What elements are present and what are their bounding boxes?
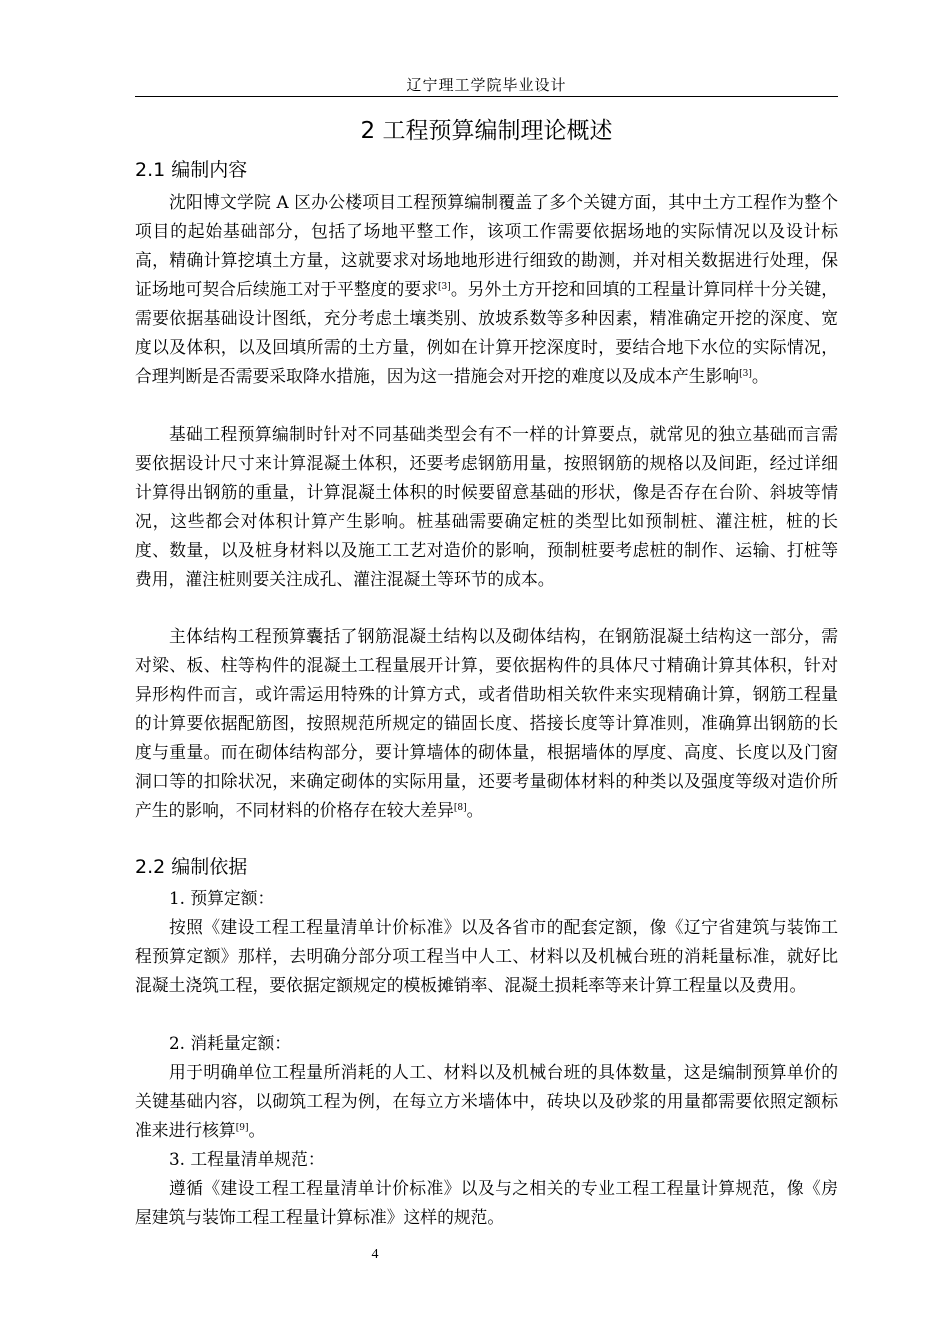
- citation-ref: [3]: [438, 282, 451, 292]
- page-number: 4: [371, 1247, 379, 1262]
- running-header: 辽宁理工学院毕业设计: [406, 76, 567, 94]
- paragraph-scope-foundation: 基础工程预算编制时针对不同基础类型会有不一样的计算要点，就常见的独立基础而言需要依据设计尺寸来计算混凝土体积，还要考虑钢筋用量，按照钢筋的规格以及间距，经过详细计算得出钢筋的重量，计算混凝土体积的时候要留意基础的形状，像是否存在台阶、斜坡等情况，这些都会对体积计算产生影响。桩基础需要确定桩的类型比如预制桩、灌注桩，桩的长度、数量，以及桩身材料以及施工工艺对造价的影响，预制桩要考虑桩的制作、运输、打桩等费用，灌注桩则要关注成孔、灌注混凝土等环节的成本。: [135, 424, 838, 589]
- list-item-bill-of-quantities: 3. 工程量清单规范：: [169, 1149, 325, 1169]
- section-heading-2-2: 2.2 编制依据: [135, 856, 248, 878]
- citation-ref: [3]: [739, 369, 752, 379]
- paragraph-scope-earthwork: 沈阳博文学院 A 区办公楼项目工程预算编制覆盖了多个关键方面，其中土方工程作为整个项目的起始基础部分，包括了场地平整工作，该项工作需要依据场地的实际情况以及设计标高，精确计算挖填土方量，这就要求对场地地形进行细致的勘测，并对相关数据进行处理，保证场地可契合后续施工对于平整度的要求[3]。另外土方开挖和回填的工程量计算同样十分关键，需要依据基础设计图纸，充分考虑土壤类别、放坡系数等多种因素，精准确定开挖的深度、宽度以及体积，以及回填所需的土方量，例如在计算开挖深度时，要结合地下水位的实际情况，合理判断是否需要采取降水措施，因为这一措施会对开挖的难度以及成本产生影响[3]。: [135, 192, 838, 386]
- paragraph-bill-of-quantities: 遵循《建设工程工程量清单计价标准》以及与之相关的专业工程工程量计算规范，像《房屋建筑与装饰工程工程量计算标准》这样的规范。: [135, 1178, 838, 1227]
- list-item-consumption-quota: 2. 消耗量定额：: [169, 1033, 292, 1053]
- header-divider: [135, 96, 838, 97]
- citation-ref: [9]: [235, 1123, 249, 1133]
- chapter-title: 2 工程预算编制理论概述: [360, 118, 613, 144]
- paragraph-scope-structure: 主体结构工程预算囊括了钢筋混凝土结构以及砌体结构，在钢筋混凝土结构这一部分，需对梁、板、柱等构件的混凝土工程量展开计算，要依据构件的具体尺寸精确计算其体积，针对异形构件而言，或许需运用特殊的计算方式，或者借助相关软件来实现精确计算，钢筋工程量的计算要依据配筋图，按照规范所规定的锚固长度、搭接长度等计算准则，准确算出钢筋的长度与重量。而在砌体结构部分，要计算墙体的砌体量，根据墙体的厚度、高度、长度以及门窗洞口等的扣除状况，来确定砌体的实际用量，还要考量砌体材料的种类以及强度等级对造价所产生的影响，不同材料的价格存在较大差异[8]。: [135, 626, 838, 820]
- paragraph-budget-quota: 按照《建设工程工程量清单计价标准》以及各省市的配套定额，像《辽宁省建筑与装饰工程预算定额》那样，去明确分部分项工程当中人工、材料以及机械台班的消耗量标准，就好比混凝土浇筑工程，要依据定额规定的模板摊销率、混凝土损耗率等来计算工程量以及费用。: [135, 917, 838, 995]
- paragraph-consumption-quota: 用于明确单位工程量所消耗的人工、材料以及机械台班的具体数量，这是编制预算单价的关键基础内容，以砌筑工程为例，在每立方米墙体中，砖块以及砂浆的用量都需要依照定额标准来进行核算[9]。: [135, 1062, 838, 1140]
- section-heading-2-1: 2.1 编制内容: [135, 159, 248, 181]
- citation-ref: [8]: [453, 803, 467, 813]
- list-item-budget-quota: 1. 预算定额：: [169, 888, 275, 908]
